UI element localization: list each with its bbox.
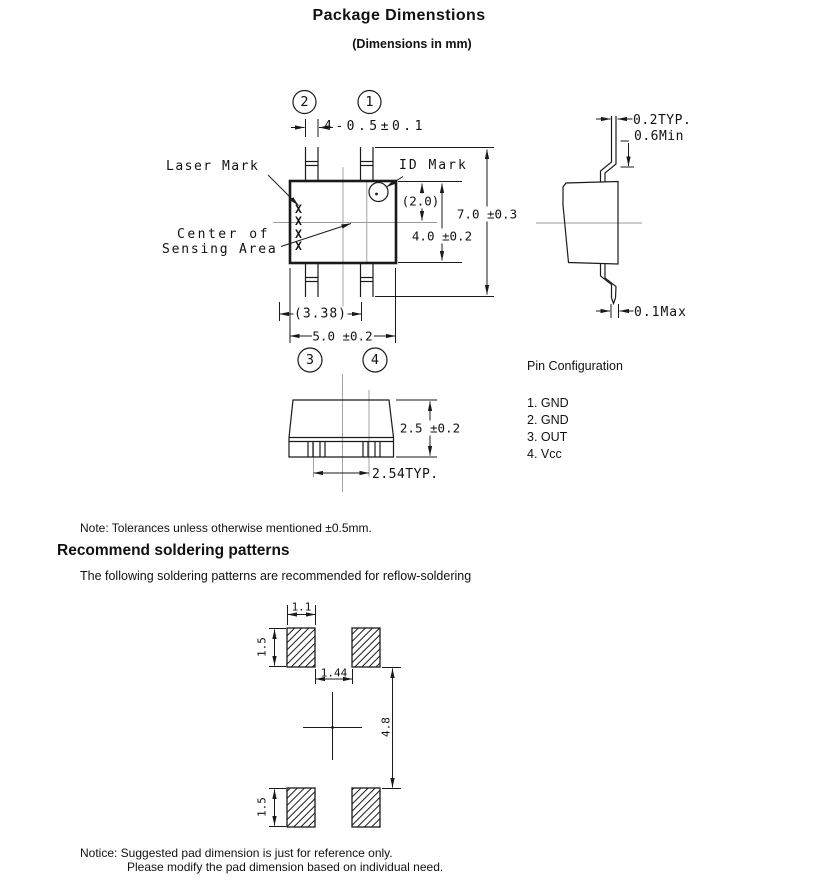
side-view-drawing <box>536 116 642 318</box>
laser-mark-label: Laser Mark <box>166 159 260 174</box>
dim-top-to-center: (2.0) <box>401 193 440 209</box>
pin-list-item-3: 3. OUT <box>527 430 568 444</box>
dim-lead-min: 0.6Min <box>634 129 684 144</box>
profile-body-outline <box>289 400 394 457</box>
pin-configuration-title: Pin Configuration <box>527 359 623 373</box>
solder-pad-bottom-left <box>287 788 315 827</box>
solder-pattern-drawing <box>269 605 401 827</box>
page-title: Package Dimenstions <box>312 7 486 24</box>
laser-mark-text: XXXX <box>295 202 302 253</box>
id-mark-circle <box>369 183 388 202</box>
pin1-number: 1 <box>365 94 374 110</box>
pattern-center-crosshair <box>303 692 362 760</box>
lead-pin1 <box>361 147 374 180</box>
sensing-center-label-line1: Center of <box>177 227 270 242</box>
sensing-center-label-line2: Sensing Area <box>162 242 278 257</box>
pin-list-item-2: 2. GND <box>527 413 569 427</box>
solder-pad-bottom-right <box>352 788 380 827</box>
soldering-description: The following soldering patterns are recommended for reflow-soldering <box>80 569 472 583</box>
dim-pad-width: 1.1 <box>291 600 312 614</box>
solder-pad-top-left <box>287 628 315 667</box>
lead-pin3 <box>306 264 319 297</box>
solder-pad-top-right <box>352 628 380 667</box>
dim-total-height: 7.0 ±0.3 <box>456 206 518 221</box>
dim-vertical-pitch: 4.8 <box>379 717 393 737</box>
dim-standoff-max: 0.1Max <box>634 305 687 320</box>
lead-width-dimension: 4-0.5±0.1 <box>324 119 426 134</box>
dim-lead-span: (3.38) <box>294 306 347 322</box>
lead-pin2 <box>306 147 319 180</box>
dim-profile-height: 2.5 ±0.2 <box>399 420 461 436</box>
dim-body-width: 5.0 ±0.2 <box>312 328 373 344</box>
dim-pad-gap: 1.44 <box>320 666 348 679</box>
id-mark-label: ID Mark <box>399 158 468 173</box>
sensing-center-leader <box>281 224 351 247</box>
soldering-section-heading: Recommend soldering patterns <box>57 542 290 559</box>
pin3-number: 3 <box>305 352 315 368</box>
pin-list-item-4: 4. Vcc <box>527 447 562 461</box>
page-subtitle: (Dimensions in mm) <box>352 37 472 51</box>
dim-pad-height-bottom: 1.5 <box>255 797 269 817</box>
notice-line2: Please modify the pad dimension based on individual need. <box>127 860 444 874</box>
lead-pin4 <box>361 264 374 297</box>
notice-line1: Notice: Suggested pad dimension is just for reference only. <box>80 846 393 860</box>
dim-pad-height-top: 1.5 <box>255 637 269 657</box>
tolerance-note: Note: Tolerances unless otherwise mentioned ±0.5mm. <box>80 521 372 535</box>
dim-body-height: 4.0 ±0.2 <box>411 228 473 244</box>
pin4-number: 4 <box>370 352 380 368</box>
pin2-number: 2 <box>300 94 309 110</box>
dim-lead-pitch: 2.54TYP. <box>372 466 439 482</box>
pin-list-item-1: 1. GND <box>527 396 569 410</box>
laser-mark-leader <box>268 175 299 206</box>
dim-lead-thickness: 0.2TYP. <box>633 112 692 128</box>
